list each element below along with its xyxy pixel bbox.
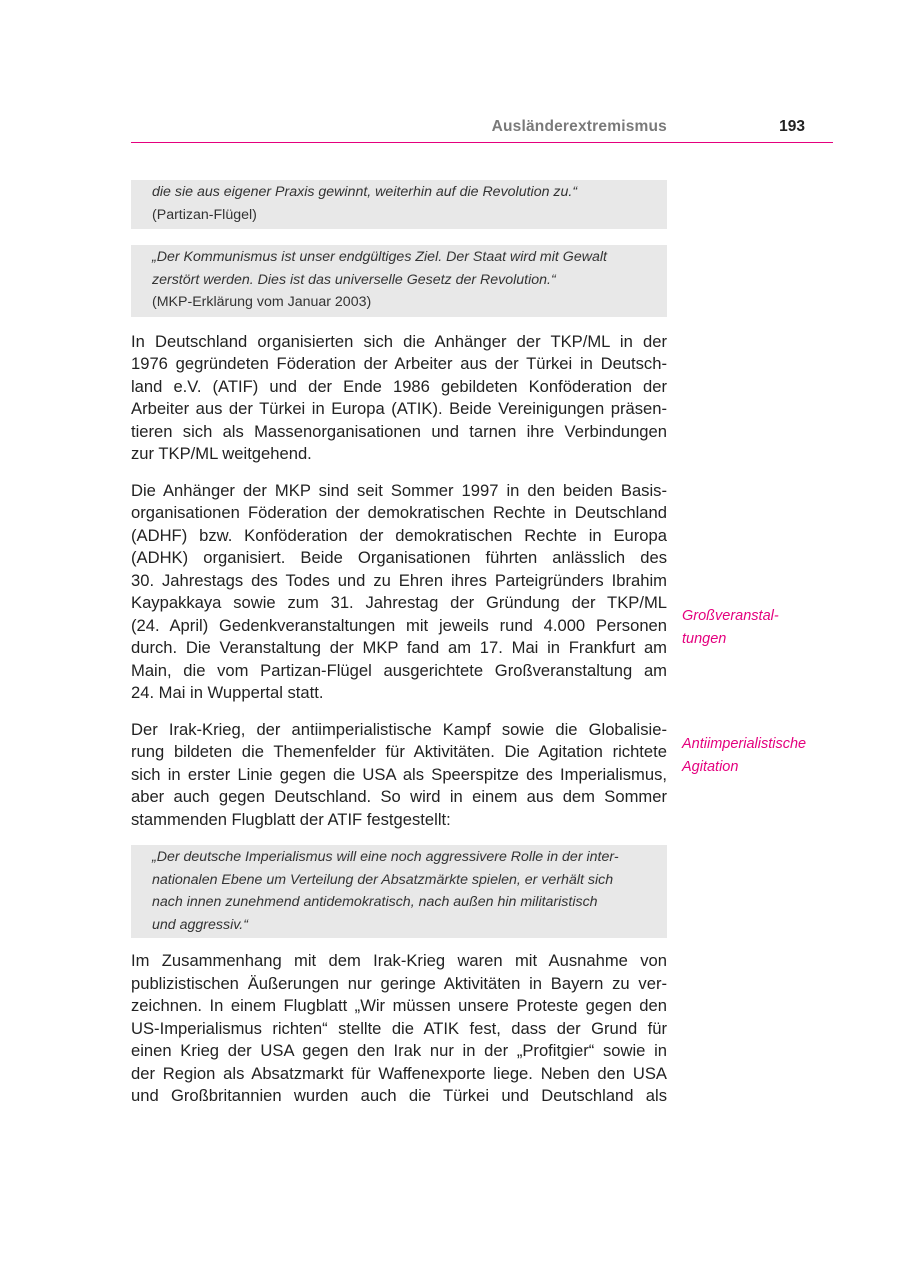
text-line: rung bildeten die Themenfelder für Aktivitäten. Die Agitation richtete [131, 742, 667, 761]
text-line: aber auch gegen Deutschland. So wird in einem aus dem Sommer [131, 787, 667, 806]
margin-note-antiimperialistische-agitation [682, 733, 806, 779]
paragraph [131, 480, 667, 705]
text-line: zur TKP/ML weitgehend. [131, 444, 312, 463]
text-line: organisationen Föderation der demokratischen Rechte in Deutschland [131, 503, 667, 522]
text-line: Kaypakkaya sowie zum 31. Jahrestag der Gründung der TKP/ML [131, 593, 667, 612]
text-line: der Region als Absatzmarkt für Waffenexporte liege. Neben den USA [131, 1063, 667, 1083]
text-line: einen Krieg der USA gegen den Irak nur in der „Profitgier“ sowie in [131, 1041, 667, 1060]
main-text [131, 180, 667, 1122]
text-line: Die Anhänger der MKP sind seit Sommer 1997 in den beiden Basis- [131, 480, 667, 500]
text-line: und Großbritannien wurden auch die Türkei und Deutschland als [131, 1086, 667, 1105]
text-line: publizistischen Äußerungen nur geringe Aktivitäten in Bayern zu ver- [131, 973, 667, 993]
quote-block [131, 245, 667, 317]
section-title: Ausländerextremismus [491, 118, 667, 135]
text-line: 1976 gegründeten Föderation der Arbeiter aus der Türkei in Deutsch- [131, 354, 667, 373]
margin-note-line: Großveranstal- [682, 608, 779, 624]
quote-source: (MKP-Erklärung vom Januar 2003) [152, 294, 372, 310]
margin-note-line: Antiimperialistische [682, 736, 807, 752]
quote-line: die sie aus eigener Praxis gewinnt, weiterhin auf die Revolution zu.“ [152, 184, 578, 200]
paragraph [131, 950, 667, 1108]
quote-line: nationalen Ebene um Verteilung der Absatzmärkte spielen, er verhält sich [152, 871, 614, 888]
quote-source: (Partizan-Flügel) [152, 206, 257, 223]
quote-line: nach innen zunehmend antidemokratisch, nach außen hin militaristisch [152, 894, 598, 910]
text-line: Der Irak-Krieg, der antiimperialistische Kampf sowie die Globalisie- [131, 719, 667, 739]
running-header [131, 112, 833, 143]
margin-note-grossveranstaltungen [682, 605, 779, 651]
text-line: 24. Mai in Wuppertal statt. [131, 683, 324, 702]
quote-line: „Der deutsche Imperialismus will eine noch aggressivere Rolle in der inter- [152, 849, 619, 865]
page-number: 193 [779, 118, 805, 135]
margin-note-line: tungen [682, 631, 727, 647]
text-line: 30. Jahrestags des Todes und zu Ehren ihres Parteigründers Ibrahim [131, 570, 667, 590]
text-line: land e.V. (ATIF) und der Ende 1986 gebildeten Konföderation der [131, 376, 667, 396]
paragraph [131, 331, 667, 466]
text-line: (24. April) Gedenkveranstaltungen mit jeweils rund 4.000 Personen [131, 615, 667, 635]
quote-block [131, 845, 667, 938]
text-line: stammenden Flugblatt der ATIF festgestellt: [131, 809, 451, 829]
text-line: Im Zusammenhang mit dem Irak-Krieg waren mit Ausnahme von [131, 951, 667, 970]
text-line: zeichnen. In einem Flugblatt „Wir müssen unsere Proteste gegen den [131, 996, 667, 1015]
quote-block [131, 180, 667, 229]
text-line: durch. Die Veranstaltung der MKP fand am 17. Mai in Frankfurt am [131, 638, 667, 657]
text-line: tieren sich als Massenorganisationen und tarnen ihre Verbindungen [131, 421, 667, 441]
margin-note-line: Agitation [682, 759, 739, 775]
text-line: (ADHF) bzw. Konföderation der demokratischen Rechte in Europa [131, 525, 667, 545]
paragraph [131, 719, 667, 832]
text-line: (ADHK) organisiert. Beide Organisationen führten anlässlich des [131, 548, 667, 567]
text-line: sich in erster Linie gegen die USA als Speerspitze des Imperialismus, [131, 764, 667, 784]
quote-line: „Der Kommunismus ist unser endgültiges Ziel. Der Staat wird mit Gewalt [152, 249, 607, 265]
text-line: Main, die vom Partizan-Flügel ausgerichtete Großveranstaltung am [131, 660, 667, 680]
text-line: In Deutschland organisierten sich die Anhänger der TKP/ML in der [131, 331, 667, 351]
text-line: US-Imperialismus richten“ stellte die ATIK fest, dass der Grund für [131, 1018, 667, 1038]
quote-line: zerstört werden. Dies ist das universelle Gesetz der Revolution.“ [152, 271, 556, 288]
text-line: Arbeiter aus der Türkei in Europa (ATIK). Beide Vereinigungen präsen- [131, 399, 667, 418]
quote-line: und aggressiv.“ [152, 916, 248, 933]
